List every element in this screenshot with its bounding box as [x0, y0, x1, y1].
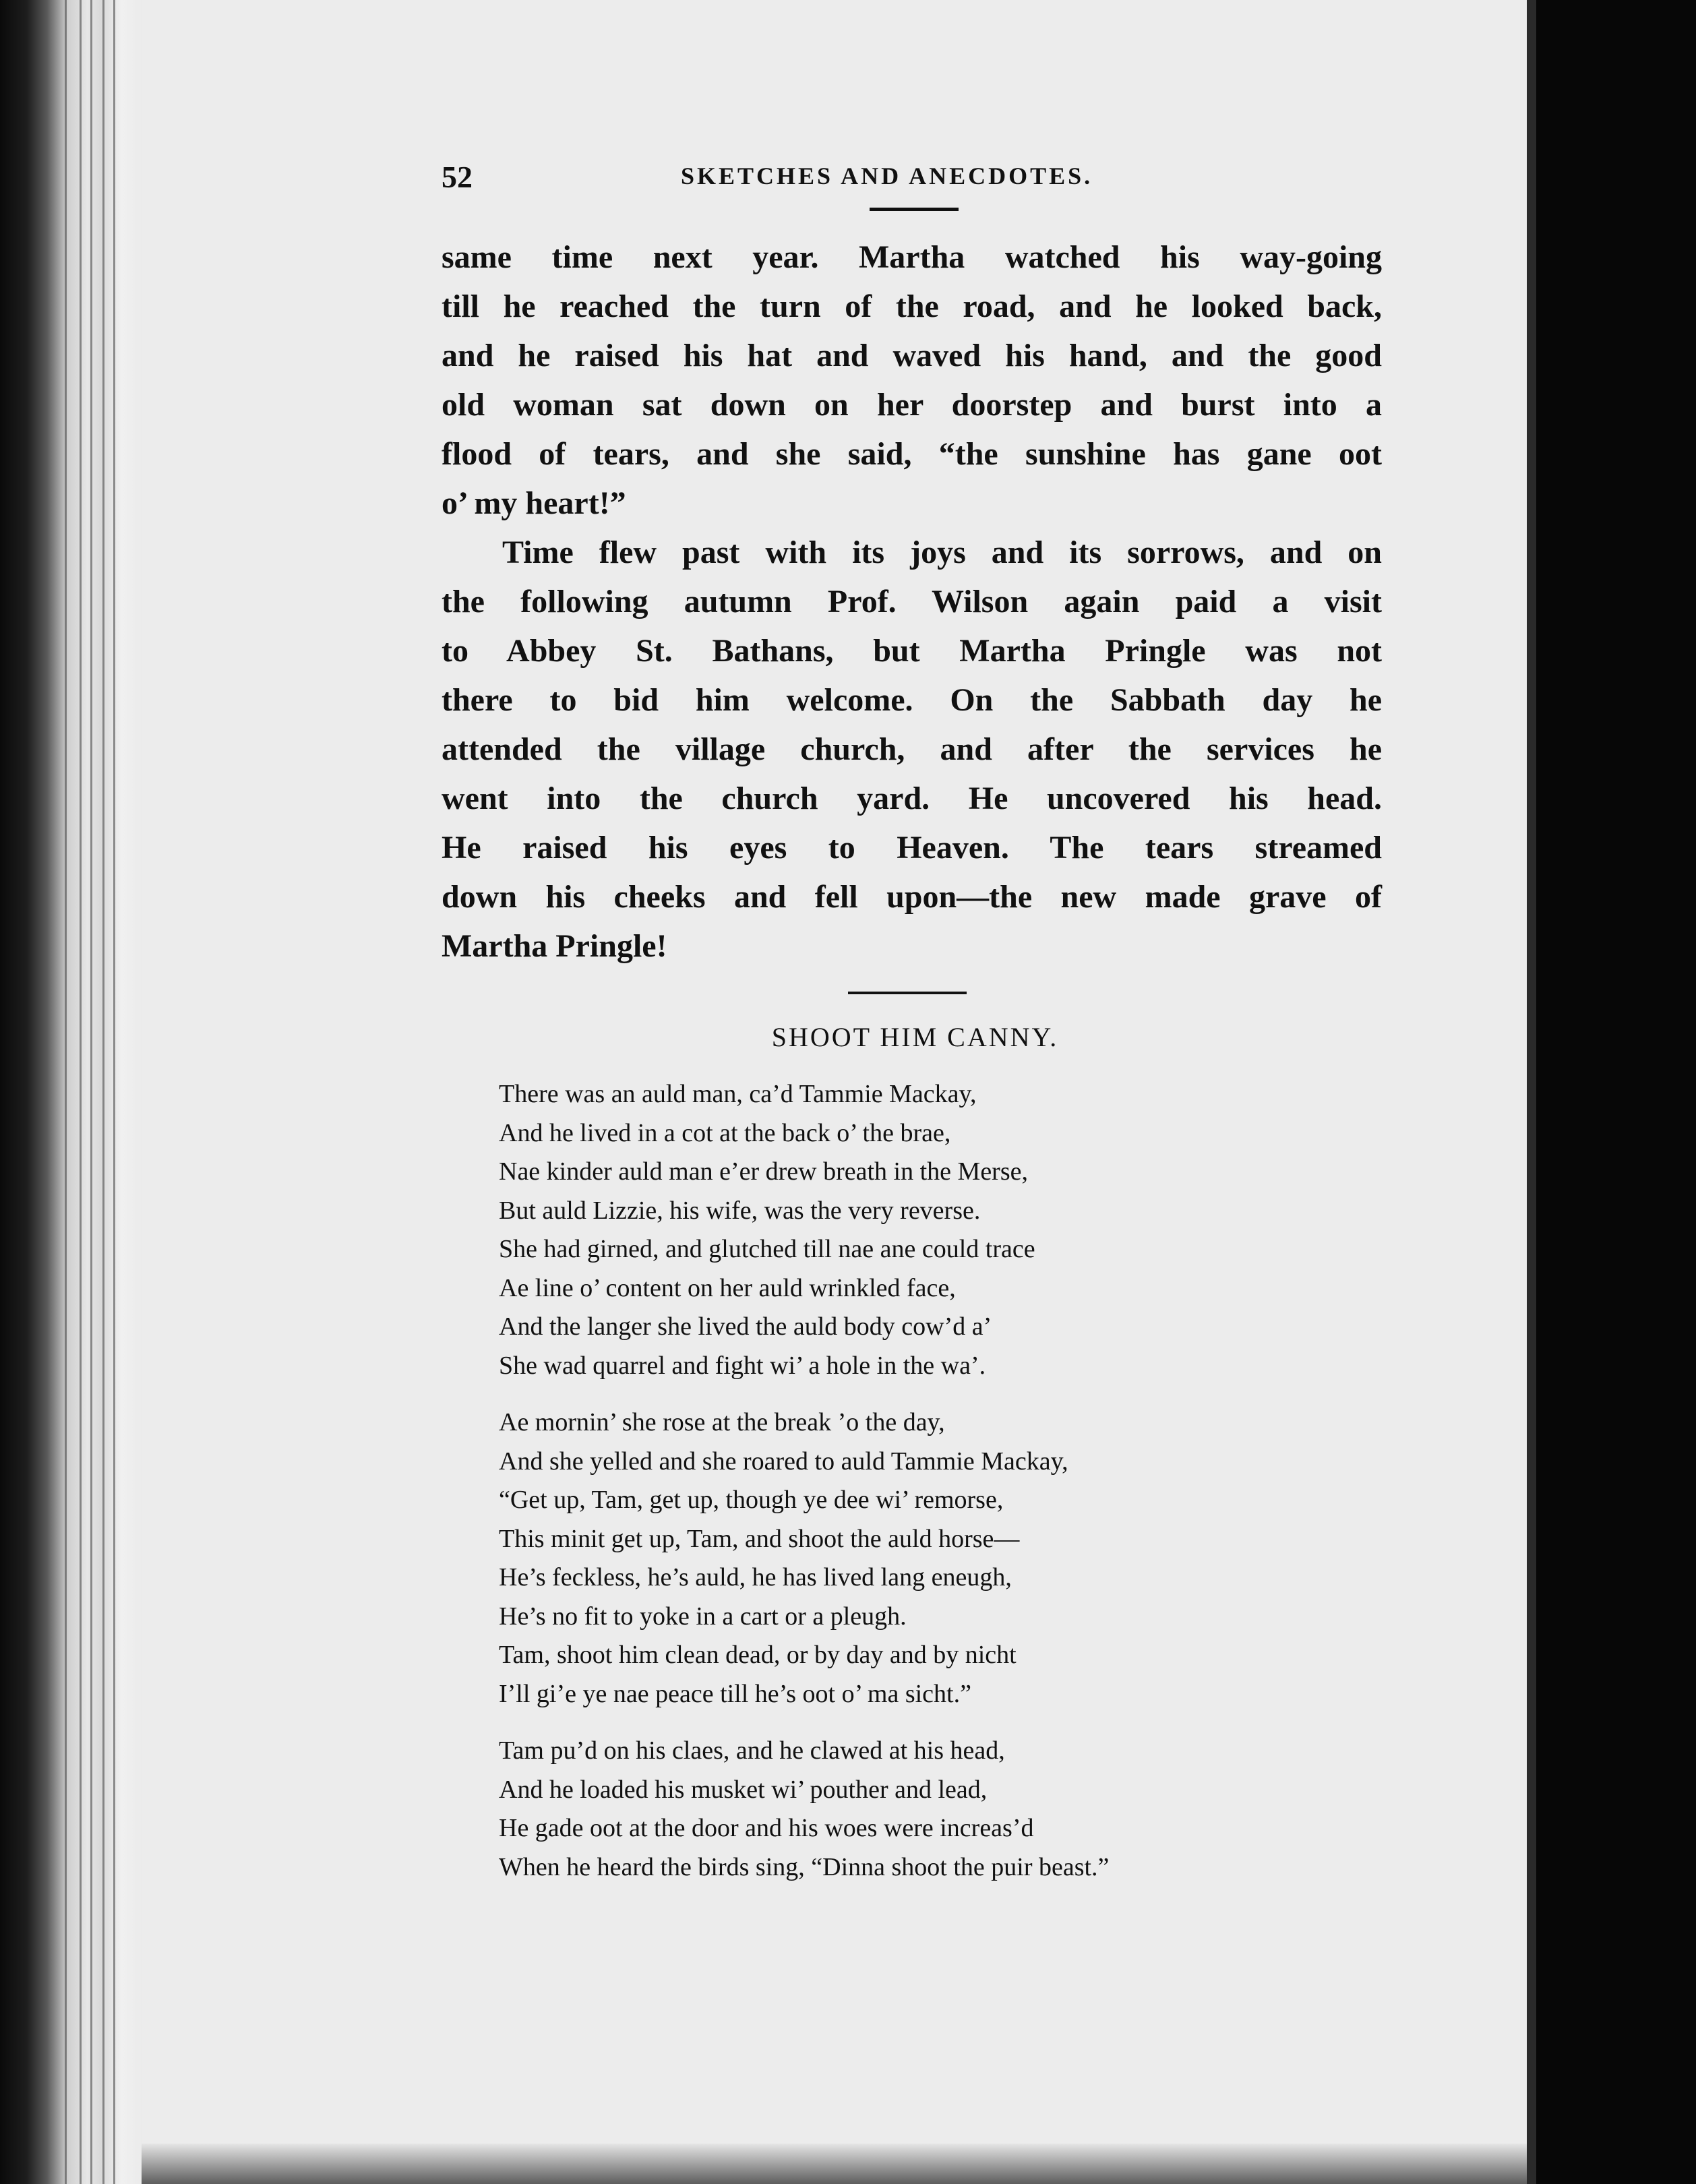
prose-line: to Abbey St. Bathans, but Martha Pringle was not [442, 633, 1382, 669]
prose-line: down his cheeks and fell upon—the new made grave of [442, 879, 1382, 915]
page-edge-line [102, 0, 104, 2184]
prose-line: o’ my heart!” [442, 485, 626, 521]
header-rule [870, 208, 959, 211]
prose-text [442, 233, 1382, 971]
poem-line: She had girned, and glutched till nae ane could trace [499, 1235, 1035, 1263]
poem-line: This minit get up, Tam, and shoot the auld horse— [499, 1524, 1020, 1553]
poem-line: And she yelled and she roared to auld Tammie Mackay, [499, 1447, 1068, 1476]
poem-line: He’s feckless, he’s auld, he has lived lang eneugh, [499, 1563, 1012, 1591]
prose-line: attended the village church, and after the services he [442, 731, 1382, 767]
prose-line: same time next year. Martha watched his way-going [442, 239, 1382, 275]
prose-line: the following autumn Prof. Wilson again paid a visit [442, 584, 1382, 619]
poem-line: Tam pu’d on his claes, and he clawed at his head, [499, 1736, 1005, 1765]
scan-right-border-inner [1527, 0, 1536, 2184]
prose-line: Time flew past with its joys and its sorrows, and on [502, 535, 1382, 570]
page-edge-line [90, 0, 92, 2184]
running-title: SKETCHES AND ANECDOTES. [681, 162, 1093, 189]
scan-right-border [1527, 0, 1696, 2184]
page-edge-line [80, 0, 82, 2184]
page-edge-line [113, 0, 115, 2184]
prose-line: old woman sat down on her doorstep and burst into a [442, 387, 1382, 423]
poem-stanza [499, 1075, 1395, 1385]
prose-line: He raised his eyes to Heaven. The tears streamed [442, 830, 1382, 866]
poem-line: Ae mornin’ she rose at the break ’o the day, [499, 1408, 945, 1436]
poem-line: “Get up, Tam, get up, though ye dee wi’ remorse, [499, 1486, 1004, 1514]
prose-line: there to bid him welcome. On the Sabbath day he [442, 682, 1382, 718]
poem-line: He’s no fit to yoke in a cart or a pleugh. [499, 1602, 907, 1631]
poem-line: Nae kinder auld man e’er drew breath in the Merse, [499, 1157, 1028, 1186]
poem-line: He gade oot at the door and his woes were increas’d [499, 1814, 1034, 1842]
prose-line: Martha Pringle! [442, 928, 667, 964]
running-head [442, 159, 1392, 200]
poem-line: I’ll gi’e ye nae peace till he’s oot o’ ma sicht.” [499, 1679, 971, 1708]
poem-stanza [499, 1732, 1395, 1887]
poem-line: And the langer she lived the auld body cow’d a’ [499, 1312, 992, 1341]
section-divider-rule [848, 992, 967, 994]
page-number: 52 [442, 160, 473, 194]
poem-stanza [499, 1403, 1395, 1713]
poem-line: Ae line o’ content on her auld wrinkled face, [499, 1273, 956, 1302]
book-spine-edge [0, 0, 155, 2184]
prose-line: and he raised his hat and waved his hand, and the good [442, 338, 1382, 373]
poem-line: But auld Lizzie, his wife, was the very reverse. [499, 1196, 981, 1225]
poem-line: When he heard the birds sing, “Dinna shoot the puir beast.” [499, 1852, 1110, 1881]
poem-line: There was an auld man, ca’d Tammie Mackay, [499, 1080, 977, 1108]
page-bottom-shadow [142, 2144, 1527, 2184]
poem [499, 1075, 1395, 1905]
poem-line: She wad quarrel and fight wi’ a hole in the wa’. [499, 1351, 986, 1380]
page-edge-line [65, 0, 67, 2184]
poem-line: And he lived in a cot at the back o’ the brae, [499, 1118, 951, 1147]
prose-line: flood of tears, and she said, “the sunshine has gane oot [442, 436, 1382, 472]
prose-line: till he reached the turn of the road, and he looked back, [442, 289, 1382, 324]
poem-line: Tam, shoot him clean dead, or by day and by nicht [499, 1641, 1017, 1669]
prose-line: went into the church yard. He uncovered his head. [442, 781, 1382, 816]
poem-line: And he loaded his musket wi’ pouther and lead, [499, 1775, 988, 1804]
poem-title: SHOOT HIM CANNY. [771, 1022, 1059, 1052]
